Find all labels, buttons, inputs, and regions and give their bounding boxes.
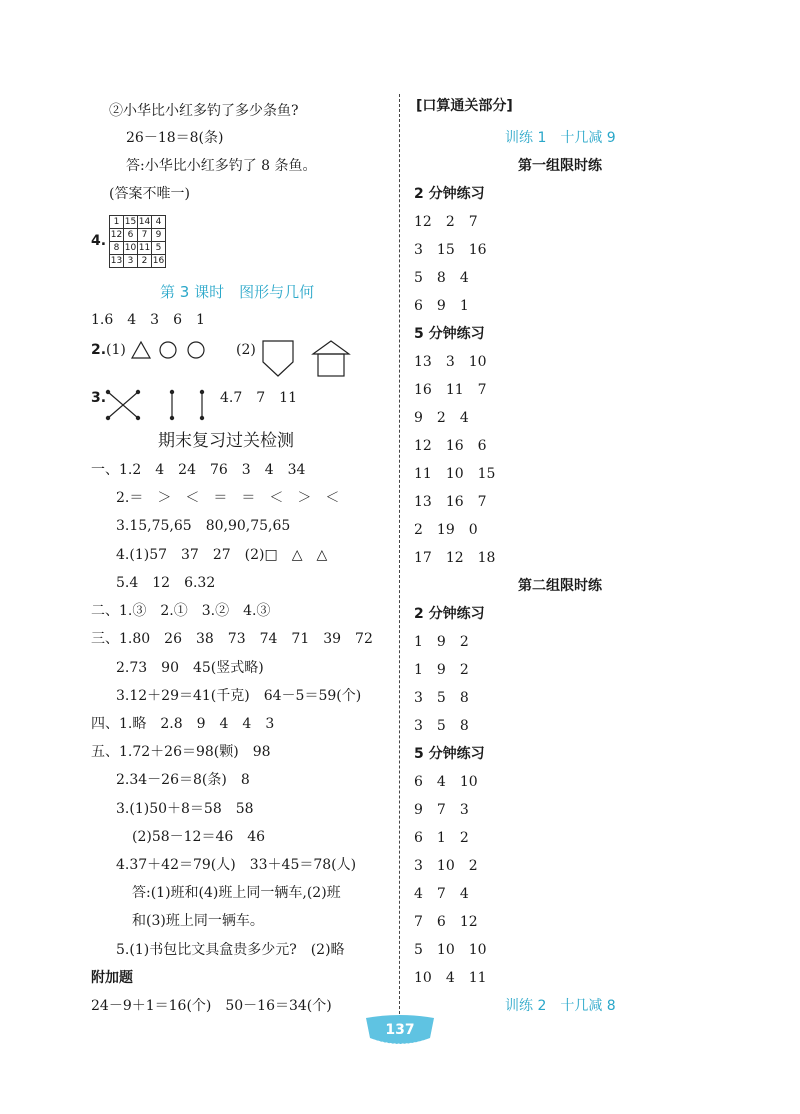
- g1-5min-row: 13 3 10: [414, 354, 487, 370]
- column-divider: [399, 94, 400, 1014]
- review-2: 二、1.③ 2.① 3.② 4.③: [91, 603, 271, 619]
- l3-q3-label: 3.: [91, 390, 107, 406]
- magic-cell: 12: [110, 230, 123, 240]
- page-number: 137: [385, 1022, 415, 1038]
- house-shape: [312, 340, 352, 380]
- g2-5min-row: 6 1 2: [414, 830, 469, 846]
- g1-5min-row: 2 19 0: [414, 522, 478, 538]
- magic-cell: 2: [138, 255, 152, 268]
- training1-title: 训练 1 十几减 9: [505, 130, 616, 146]
- q2-note: (答案不唯一): [109, 186, 190, 202]
- magic-cell: 13: [110, 256, 123, 266]
- review-5-4: 4.37＋42＝79(人) 33＋45＝78(人): [116, 857, 357, 873]
- g1-2min-row: 6 9 1: [414, 298, 469, 314]
- group1-title: 第一组限时练: [518, 158, 602, 174]
- review-1-2: 2.＝ ＞ ＜ ＝ ＝ ＜ ＞ ＜: [116, 490, 340, 506]
- triangle-icon: [132, 342, 150, 358]
- g2-5min-label: 5 分钟练习: [414, 746, 485, 762]
- g2-2min-row: 3 5 8: [414, 718, 469, 734]
- review-1-1: 一、1.2 4 24 76 3 4 34: [91, 462, 306, 478]
- magic-cell: 3: [124, 255, 138, 268]
- g1-5min-row: 9 2 4: [414, 410, 469, 426]
- lesson3-title: 第 3 课时 图形与几何: [160, 283, 315, 301]
- g1-5min-row: 12 16 6: [414, 438, 487, 454]
- training2-title: 训练 2 十几减 8: [505, 998, 616, 1014]
- triangle-circle-circle-shapes: [130, 340, 210, 360]
- review-1-4: 4.(1)57 37 27 (2)□ △ △: [116, 547, 328, 563]
- l3-q2-part2: (2): [236, 342, 256, 358]
- g2-5min-row: 7 6 12: [414, 914, 478, 930]
- review-3-1: 三、1.80 26 38 73 74 71 39 72: [91, 631, 373, 647]
- square-icon: [318, 354, 344, 376]
- q2-calc: 26－18＝8(条): [126, 130, 224, 146]
- magic-cell: 1: [110, 216, 124, 229]
- magic-cell: 6: [124, 229, 138, 242]
- q2-question: ②小华比小红多钓了多少条鱼?: [109, 103, 299, 119]
- review-3-2: 2.73 90 45(竖式略): [116, 660, 264, 676]
- review-5-4-answer-2: 和(3)班上同一辆车。: [132, 913, 264, 929]
- circle-icon: [188, 342, 204, 358]
- bonus-title: 附加题: [91, 970, 133, 986]
- magic-cell: 5: [152, 242, 166, 255]
- magic-cell: 14: [138, 217, 151, 227]
- g2-2min-row: 1 9 2: [414, 634, 469, 650]
- l3-q2-label: 2.: [91, 342, 107, 358]
- magic-cell: 8: [110, 242, 124, 255]
- g1-5min-row: 16 11 7: [414, 382, 487, 398]
- page-number-badge: [364, 1014, 436, 1048]
- g1-5min-row: 11 10 15: [414, 466, 496, 482]
- g2-2min-row: 3 5 8: [414, 690, 469, 706]
- g1-5min-row: 13 16 7: [414, 494, 487, 510]
- l3-q4: 4.7 7 11: [220, 390, 297, 406]
- review-5-4-answer-1: 答:(1)班和(4)班上同一辆车,(2)班: [132, 885, 341, 901]
- q4-label: 4.: [91, 233, 107, 249]
- l3-q2-part1: (1): [106, 342, 126, 358]
- magic-cell: 7: [138, 229, 152, 242]
- review-4: 四、1.略 2.8 9 4 4 3: [91, 716, 275, 732]
- g2-5min-row: 6 4 10: [414, 774, 478, 790]
- l3-q1: 1.6 4 3 6 1: [91, 312, 205, 328]
- g1-2min-row: 5 8 4: [414, 270, 469, 286]
- review-3-3: 3.12＋29＝41(千克) 64－5＝59(个): [116, 688, 362, 704]
- dot-connection-figure: [106, 390, 216, 422]
- magic-cell: 10: [124, 243, 137, 253]
- review-5-5: 5.(1)书包比文具盒贵多少元? (2)略: [116, 942, 345, 958]
- circle-icon: [160, 342, 176, 358]
- section-tag: [口算通关部分]: [416, 98, 513, 114]
- review-1-5: 5.4 12 6.32: [116, 575, 216, 591]
- g2-5min-row: 5 10 10: [414, 942, 487, 958]
- q2-answer: 答:小华比小红多钓了 8 条鱼。: [126, 158, 317, 174]
- magic-square-grid: [109, 215, 166, 268]
- g1-5min-label: 5 分钟练习: [414, 326, 485, 342]
- g2-5min-row: 9 7 3: [414, 802, 469, 818]
- roof-triangle-icon: [313, 341, 349, 354]
- pentagon-arrow-icon: [263, 341, 293, 376]
- g2-5min-row: 4 7 4: [414, 886, 469, 902]
- magic-cell: 16: [152, 256, 165, 266]
- review-5-3b: (2)58－12＝46 46: [132, 829, 266, 845]
- review-5-1: 五、1.72＋26＝98(颗) 98: [91, 744, 271, 760]
- magic-cell: 4: [152, 216, 166, 229]
- magic-cell: 11: [138, 243, 151, 253]
- arrow-block-shape: [262, 340, 296, 378]
- magic-cell: 15: [124, 217, 137, 227]
- g2-2min-label: 2 分钟练习: [414, 606, 485, 622]
- group2-title: 第二组限时练: [518, 578, 602, 594]
- g1-2min-row: 3 15 16: [414, 242, 487, 258]
- g1-2min-label: 2 分钟练习: [414, 186, 485, 202]
- g2-2min-row: 1 9 2: [414, 662, 469, 678]
- g2-5min-row: 10 4 11: [414, 970, 487, 986]
- g2-5min-row: 3 10 2: [414, 858, 478, 874]
- review-5-2: 2.34－26＝8(条) 8: [116, 772, 250, 788]
- review-5-3a: 3.(1)50＋8＝58 58: [116, 801, 254, 817]
- bonus-line: 24－9＋1＝16(个) 50－16＝34(个): [91, 998, 332, 1014]
- review-1-3: 3.15,75,65 80,90,75,65: [116, 518, 291, 534]
- magic-cell: 9: [152, 229, 166, 242]
- review-title: 期末复习过关检测: [158, 431, 294, 451]
- g1-5min-row: 17 12 18: [414, 550, 496, 566]
- g1-2min-row: 12 2 7: [414, 214, 478, 230]
